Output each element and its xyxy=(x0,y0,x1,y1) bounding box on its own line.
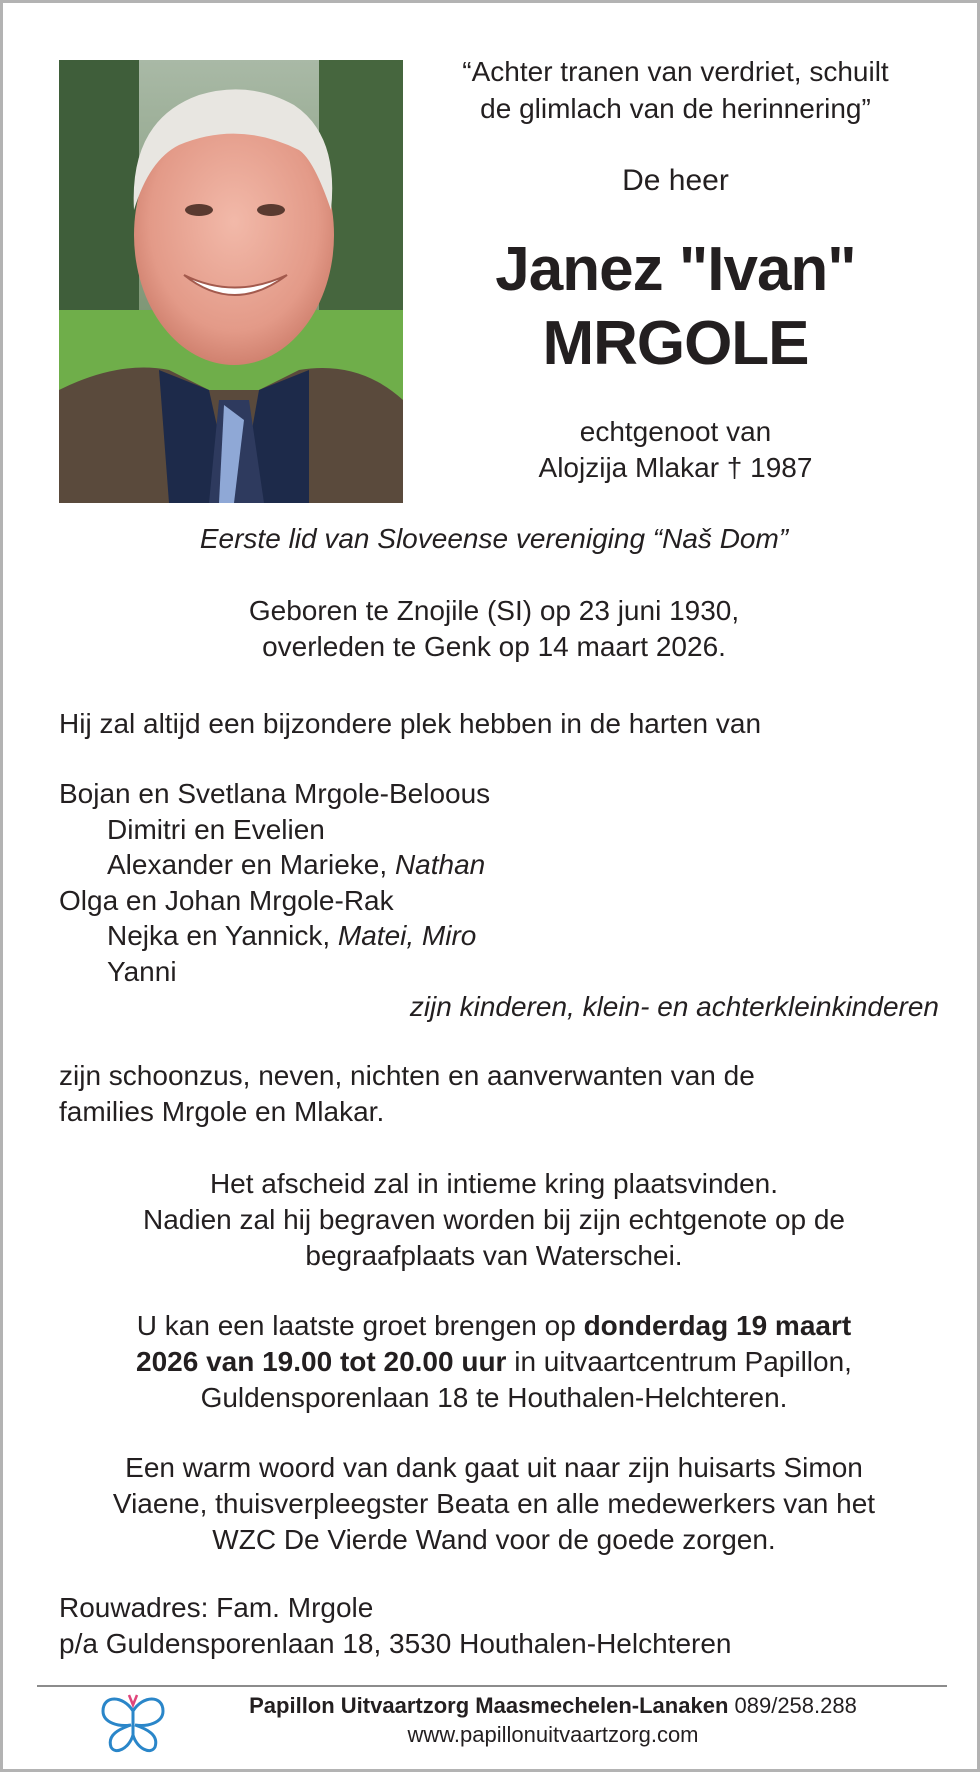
visitation-line-1 xyxy=(59,1308,929,1344)
spouse-name: Alojzija Mlakar † 1987 xyxy=(538,452,813,483)
deceased-surname: MRGOLE xyxy=(542,309,809,378)
family-grandchildren: Matei, Miro xyxy=(337,920,477,951)
family-row: Bojan en Svetlana Mrgole-Beloous xyxy=(59,778,491,809)
visitation-place: in uitvaartcentrum Papillon, xyxy=(506,1346,852,1377)
address-line-1: Rouwadres: Fam. Mrgole xyxy=(59,1592,374,1623)
thanks-line-1: Een warm woord van dank gaat uit naar zijn huisarts Simon xyxy=(125,1452,863,1483)
family-signature: zijn kinderen, klein- en achterkleinkinderen xyxy=(409,991,939,1022)
family-grandchildren: Nathan xyxy=(394,849,486,880)
family-list xyxy=(59,776,939,1025)
spouse-info xyxy=(413,414,938,486)
visitation-date: donderdag 19 maart xyxy=(583,1310,852,1341)
visitation-time: 2026 van 19.00 tot 20.00 uur xyxy=(136,1346,507,1377)
association-note: Eerste lid van Sloveense vereniging “Naš Dom” xyxy=(199,523,789,554)
farewell-line-1: Het afscheid zal in intieme kring plaatsvinden. xyxy=(209,1168,779,1199)
portrait-photo xyxy=(59,60,403,503)
thanks-line-2: Viaene, thuisverpleegster Beata en alle medewerkers van het xyxy=(112,1488,876,1519)
company-name: Papillon Uitvaartzorg Maasmechelen-Lanaken xyxy=(249,1693,729,1718)
address-line-2: p/a Guldensporenlaan 18, 3530 Houthalen-Helchteren xyxy=(59,1628,732,1659)
quote-line-1: “Achter tranen van verdriet, schuilt xyxy=(462,56,889,87)
company-phone: 089/258.288 xyxy=(728,1693,857,1718)
butterfly-logo-icon xyxy=(97,1691,169,1755)
family-row xyxy=(59,918,939,954)
others-line-2: families Mrgole en Mlakar. xyxy=(59,1096,385,1127)
family-names: Alexander en Marieke, xyxy=(107,849,395,880)
quote-line-2: de glimlach van de herinnering” xyxy=(480,93,871,124)
family-row: Olga en Johan Mrgole-Rak xyxy=(59,884,394,916)
footer-company-line xyxy=(183,1691,923,1720)
thanks-paragraph xyxy=(59,1450,929,1558)
visitation-line-3: Guldensporenlaan 18 te Houthalen-Helchteren. xyxy=(200,1382,788,1413)
death-line: overleden te Genk op 14 maart 2026. xyxy=(262,631,726,662)
portrait-image xyxy=(59,60,403,503)
visitation-line-2 xyxy=(59,1344,929,1380)
birth-death-info xyxy=(59,593,929,665)
others-line-1: zijn schoonzus, neven, nichten en aanverwanten van de xyxy=(59,1060,755,1091)
spouse-label: echtgenoot van xyxy=(579,416,772,447)
farewell-line-2: Nadien zal hij begraven worden bij zijn echtgenote op de xyxy=(142,1204,846,1235)
footer xyxy=(183,1691,923,1749)
family-row: Dimitri en Evelien xyxy=(107,813,325,845)
birth-line: Geboren te Znojile (SI) op 23 juni 1930, xyxy=(248,595,740,626)
thanks-line-3: WZC De Vierde Wand voor de goede zorgen. xyxy=(212,1524,776,1555)
farewell-line-3: begraafplaats van Waterschei. xyxy=(305,1240,683,1271)
condolence-address xyxy=(59,1590,939,1662)
deceased-name xyxy=(413,233,938,381)
family-intro: Hij zal altijd een bijzondere plek hebben in de harten van xyxy=(59,708,762,739)
family-names: Nejka en Yannick, xyxy=(107,920,338,951)
deceased-first-name: Janez "Ivan" xyxy=(495,235,856,304)
company-website[interactable]: www.papillonuitvaartzorg.com xyxy=(407,1722,699,1747)
family-row: Yanni xyxy=(107,955,177,987)
honorific: De heer xyxy=(622,164,729,197)
visitation-pre: U kan een laatste groet brengen op xyxy=(136,1310,584,1341)
footer-divider xyxy=(37,1685,947,1687)
visitation-paragraph xyxy=(59,1308,929,1416)
memorial-quote xyxy=(413,53,938,127)
family-row xyxy=(59,847,939,883)
farewell-paragraph xyxy=(59,1166,929,1274)
other-relatives xyxy=(59,1058,939,1130)
